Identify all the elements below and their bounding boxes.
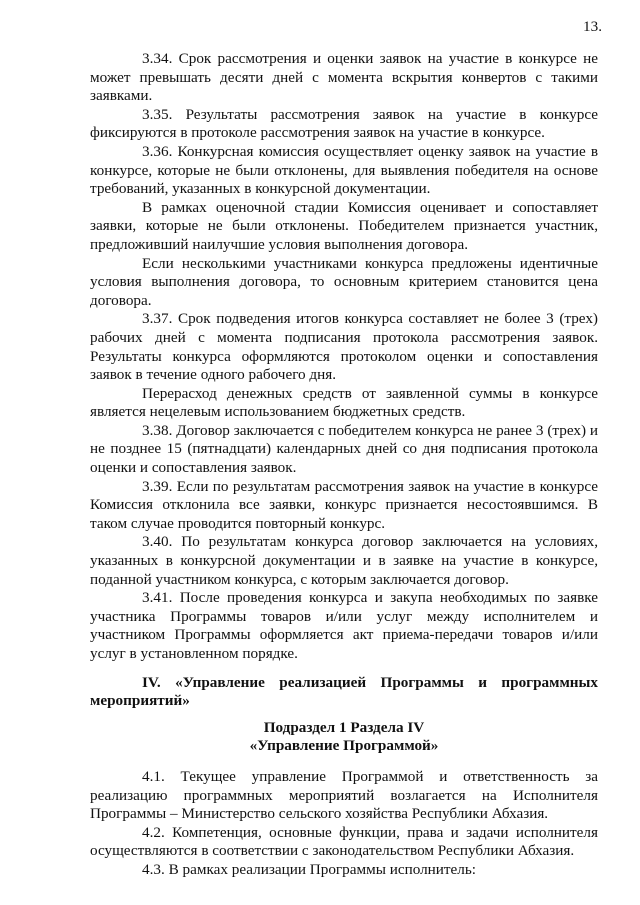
paragraph-3-37: 3.37. Срок подведения итогов конкурса составляет не более 3 (трех) рабочих дней с момента подписания протокола рассмотрения заявок. Результаты конкурса оформляются протоколом оценки и сопоставления заявок в течение одного рабочего дня. [90,310,598,384]
paragraph-3-36: 3.36. Конкурсная комиссия осуществляет оценку заявок на участие в конкурсе, которые не были отклонены, для выявления победителя на основе требований, указанных в конкурсной документации. [90,142,598,198]
subsection-title [90,719,598,756]
paragraph-identical-conditions: Если несколькими участниками конкурса предложены идентичные условия выполнения договора, то основным критерием становится цена договора. [90,254,598,309]
subsection-title-line2: «Управление Программой» [249,737,439,755]
paragraph-3-34: 3.34. Срок рассмотрения и оценки заявок на участие в конкурсе не может превышать десяти дней с момента вскрытия конвертов с такими заявками. [90,50,598,105]
subsection-title-line1: Подраздел 1 Раздела IV [263,718,425,736]
paragraph-3-39: 3.39. Если по результатам рассмотрения заявок на участие в конкурсе Комиссия отклонила все заявки, конкурс признается несостоявшимся. В таком случае проводится повторный конкурс. [90,477,598,532]
paragraph-4-2: 4.2. Компетенция, основные функции, права и задачи исполнителя осуществляются в соответствии с законодательством Республики Абхазия. [90,823,598,860]
paragraph-4-3: 4.3. В рамках реализации Программы исполнитель: [142,860,477,878]
paragraph-3-40: 3.40. По результатам конкурса договор заключается на условиях, указанных в конкурсной документации и в заявке на участие в конкурсе, поданной участником конкурса, с которым заключается договор. [90,533,598,588]
paragraph-4-1: 4.1. Текущее управление Программой и ответственность за реализацию программных мероприятий возлагается на Исполнителя Программы – Министерство сельского хозяйства Республики Абхазия. [90,767,598,823]
paragraph-3-41: 3.41. После проведения конкурса и закупа необходимых по заявке участника Программы товаров и/или услуг между исполнителем и участником Программы оформляется акт приема-передачи товаров и/или услуг в установленном порядке. [90,589,598,662]
paragraph-evaluation-stage: В рамках оценочной стадии Комиссия оценивает и сопоставляет заявки, которые не были отклонены. Победителем признается участник, предложивший наилучшие условия выполнения договора. [90,198,598,253]
section-heading: IV. «Управление реализацией Программы и программных мероприятий» [90,673,598,710]
paragraph-3-38: 3.38. Договор заключается с победителем конкурса не ранее 3 (трех) и не позднее 15 (пятнадцати) календарных дней со дня подписания протокола оценки и сопоставления заявок. [90,421,598,477]
page-number: 13. [583,18,602,35]
paragraph-3-35: 3.35. Результаты рассмотрения заявок на участие в конкурсе фиксируются в протоколе рассмотрения заявок на участие в конкурсе. [90,105,598,142]
document-body [90,50,598,880]
paragraph-overspending: Перерасход денежных средств от заявленной суммы в конкурсе является нецелевым использованием бюджетных средств. [90,384,598,421]
